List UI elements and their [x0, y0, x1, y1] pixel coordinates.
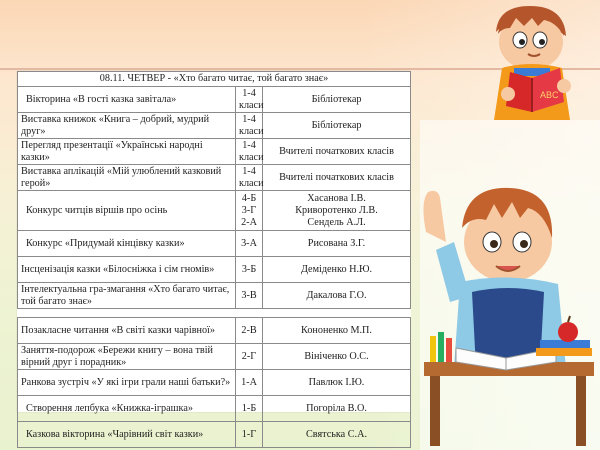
table-row [18, 165, 411, 191]
responsible-name: Вчителі початкових класів [279, 145, 394, 157]
responsible-name: Вініченко О.С. [304, 350, 369, 362]
event-cell: Виставка книжок «Книга – добрий, мудрий друг» [18, 113, 236, 139]
responsible-name: Павлюк І.Ю. [308, 376, 365, 388]
responsible-cell [263, 283, 411, 309]
responsible-cell [263, 318, 411, 344]
event-cell: Створення лепбука «Книжка-іграшка» [18, 396, 236, 422]
event-cell: Виставка аплікацій «Мій улюблений казковий герой» [18, 165, 236, 191]
responsible-cell [263, 191, 411, 231]
schedule-table-container [17, 71, 410, 440]
responsible-cell [263, 257, 411, 283]
table-gap [18, 309, 411, 318]
responsible-cell [263, 344, 411, 370]
event-cell: Конкурс «Придумай кінцівку казки» [18, 231, 236, 257]
table-row [18, 422, 411, 448]
table-row [18, 396, 411, 422]
book-cover-text: ABC [540, 90, 559, 100]
class-cell: 1-Б [236, 396, 263, 422]
event-cell: Казкова вікторина «Чарівний світ казки» [18, 422, 236, 448]
responsible-cell [263, 113, 411, 139]
event-cell: Конкурс читців віршів про осінь [18, 191, 236, 231]
responsible-name: Криворотенко Л.В. [295, 204, 378, 216]
responsible-cell [263, 231, 411, 257]
table-row [18, 113, 411, 139]
class-cell: 4-Б 3-Г 2-А [236, 191, 263, 231]
class-cell: 2-Г [236, 344, 263, 370]
responsible-cell [263, 370, 411, 396]
table-title-row [18, 72, 411, 87]
table-row [18, 318, 411, 344]
class-cell: 2-В [236, 318, 263, 344]
table-row [18, 370, 411, 396]
responsible-cell [263, 165, 411, 191]
class-cell: 1-4 класи [236, 113, 263, 139]
table-row [18, 344, 411, 370]
responsible-name: Деміденко Н.Ю. [300, 263, 373, 275]
event-cell: Вікторина «В гості казка завітала» [18, 87, 236, 113]
table-row [18, 139, 411, 165]
boy-reading-illustration [468, 2, 598, 120]
table-row [18, 283, 411, 309]
event-cell: Перегляд презентації «Українські народні казки» [18, 139, 236, 165]
responsible-name: Бібліотекар [311, 93, 362, 105]
class-cell: 1-Г [236, 422, 263, 448]
responsible-name: Святська С.А. [305, 428, 367, 440]
responsible-cell [263, 396, 411, 422]
event-cell: Заняття-подорож «Бережи книгу – вона твій вірний друг і порадник» [18, 344, 236, 370]
table-row [18, 191, 411, 231]
class-cell: 3-А [236, 231, 263, 257]
table-row [18, 231, 411, 257]
class-cell: 1-А [236, 370, 263, 396]
event-cell: Інтелектуальна гра-змагання «Хто багато читає, той багато знає» [18, 283, 236, 309]
class-cell: 3-В [236, 283, 263, 309]
boy-at-desk-illustration [416, 172, 598, 448]
table-title: 08.11. ЧЕТВЕР - «Хто багато читає, той багато знає» [18, 72, 411, 87]
responsible-name: Бібліотекар [311, 119, 362, 131]
responsible-name: Дакалова Г.О. [306, 289, 367, 301]
responsible-name: Сендель А.Л. [307, 216, 366, 228]
class-cell: 3-Б [236, 257, 263, 283]
responsible-name: Кононенко М.П. [301, 324, 372, 336]
schedule-table [17, 71, 411, 448]
responsible-name: Рисована З.Г. [307, 237, 366, 249]
class-cell: 1-4 класи [236, 139, 263, 165]
table-row [18, 257, 411, 283]
responsible-name: Погоріла В.О. [306, 402, 367, 414]
responsible-name: Вчителі початкових класів [279, 171, 394, 183]
event-cell: Інсценізація казки «Білосніжка і сім гномів» [18, 257, 236, 283]
responsible-cell [263, 87, 411, 113]
table-row [18, 87, 411, 113]
event-cell: Ранкова зустріч «У які ігри грали наші батьки?» [18, 370, 236, 396]
class-cell: 1-4 класи [236, 87, 263, 113]
responsible-cell [263, 139, 411, 165]
class-cell: 1-4 класи [236, 165, 263, 191]
responsible-name: Хасанова І.В. [307, 192, 366, 204]
responsible-cell [263, 422, 411, 448]
event-cell: Позакласне читання «В світі казки чарівної» [18, 318, 236, 344]
